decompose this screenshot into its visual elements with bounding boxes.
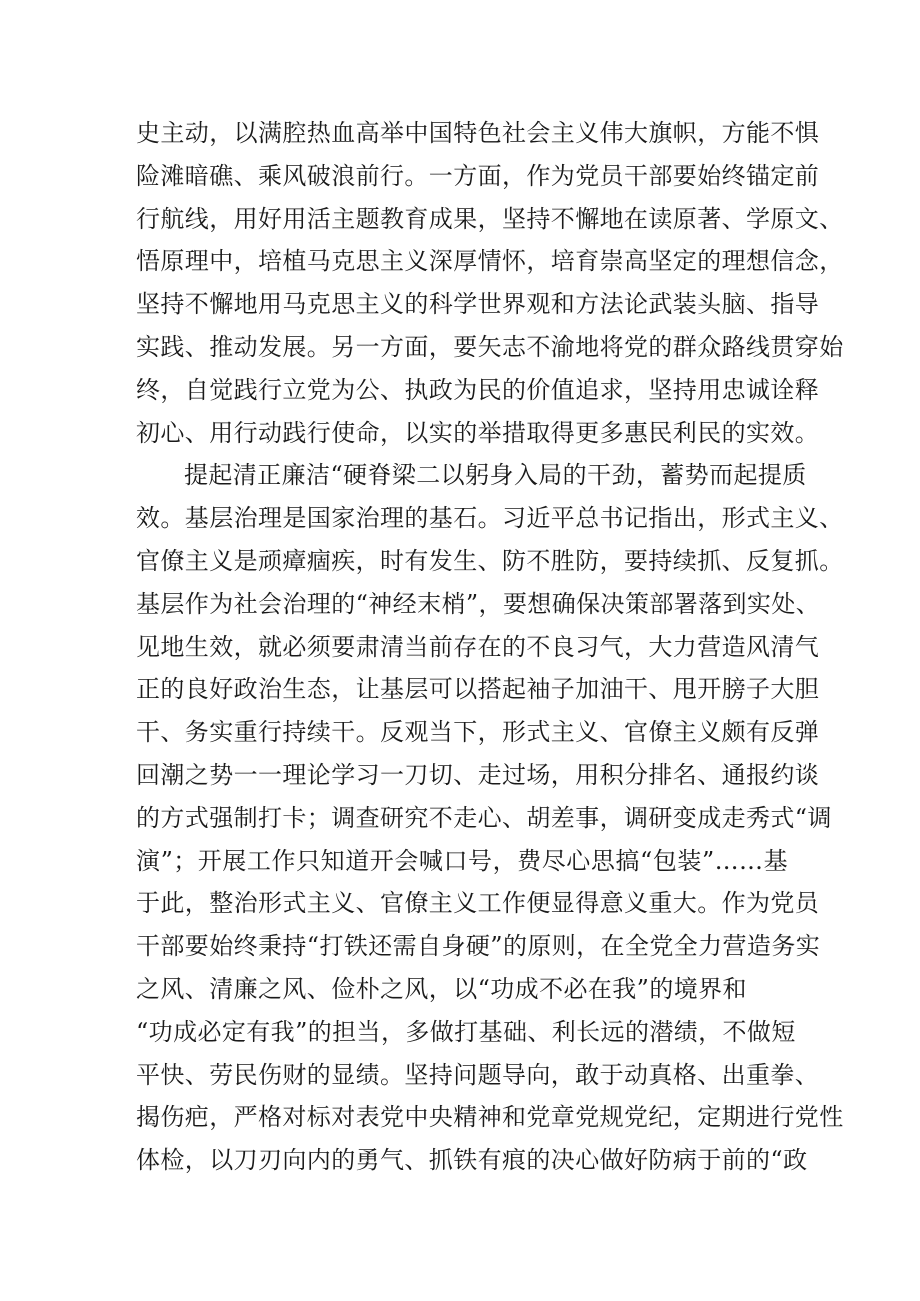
document-body <box>136 112 844 1182</box>
text-line: 回潮之势一一理论学习一刀切、走过场，用积分排名、通报约谈 <box>136 760 820 789</box>
text-line: 于此，整治形式主义、官僚主义工作便显得意义重大。作为党员 <box>136 889 820 918</box>
text-line: 坚持不懈地用马克思主义的科学世界观和方法论武装头脑、指导 <box>136 290 820 319</box>
text-line: 干、务实重行持续干。反观当下，形式主义、官僚主义颇有反弹 <box>136 718 820 747</box>
text-line: 干部要始终秉持“打铁还需自身硬”的原则，在全党全力营造务实 <box>136 932 821 961</box>
text-line: 初心、用行动践行使命，以实的举措取得更多惠民利民的实效。 <box>136 418 820 447</box>
text-line: 官僚主义是顽瘴痼疾，时有发生、防不胜防，要持续抓、反复抓。 <box>136 546 844 575</box>
text-line: 之风、清廉之风、俭朴之风，以“功成不必在我”的境界和 <box>136 974 747 1003</box>
text-line: 史主动，以满腔热血高举中国特色社会主义伟大旗帜，方能不惧 <box>136 119 820 147</box>
text-line: 实践、推动发展。另一方面，要矢志不渝地将党的群众路线贯穿始 <box>136 332 844 361</box>
text-line: 见地生效，就必须要肃清当前存在的不良习气，大力营造风清气 <box>136 632 820 661</box>
text-line: 险滩暗礁、乘风破浪前行。一方面，作为党员干部要始终锚定前 <box>136 161 820 190</box>
text-line: 终，自觉践行立党为公、执政为民的价值追求，坚持用忠诚诠释 <box>136 375 820 404</box>
text-line: 行航线，用好用活主题教育成果，坚持不懈地在读原著、学原文、 <box>136 204 844 233</box>
text-line: 正的良好政治生态，让基层可以搭起袖子加油干、甩开膀子大胆 <box>136 675 820 704</box>
text-line: 演”；开展工作只知道开会喊口号，费尽心思搞“包装”……基 <box>136 846 788 875</box>
paragraph-first-line: 提起清正廉洁“硬脊梁二以躬身入局的干劲，蓄势而起提质 <box>184 461 807 490</box>
text-line: “功成必定有我”的担当，多做打基础、利长远的潜绩，不做短 <box>136 1017 796 1046</box>
text-line: 揭伤疤，严格对标对表党中央精神和党章党规党纪，定期进行党性 <box>136 1103 844 1132</box>
text-line: 悟原理中，培植马克思主义深厚情怀，培育崇高坚定的理想信念， <box>136 247 844 276</box>
text-line: 平快、劳民伤财的显绩。坚持问题导向，敢于动真格、出重拳、 <box>136 1060 820 1089</box>
text-line: 的方式强制打卡；调查研究不走心、胡差事，调研变成走秀式“调 <box>136 803 832 832</box>
text-line: 体检，以刀刃向内的勇气、抓铁有痕的决心做好防病于前的“政 <box>136 1146 808 1175</box>
text-line: 基层作为社会治理的“神经末梢”，要想确保决策部署落到实处、 <box>136 589 821 618</box>
text-line: 效。基层治理是国家治理的基石。习近平总书记指出，形式主义、 <box>136 504 844 533</box>
